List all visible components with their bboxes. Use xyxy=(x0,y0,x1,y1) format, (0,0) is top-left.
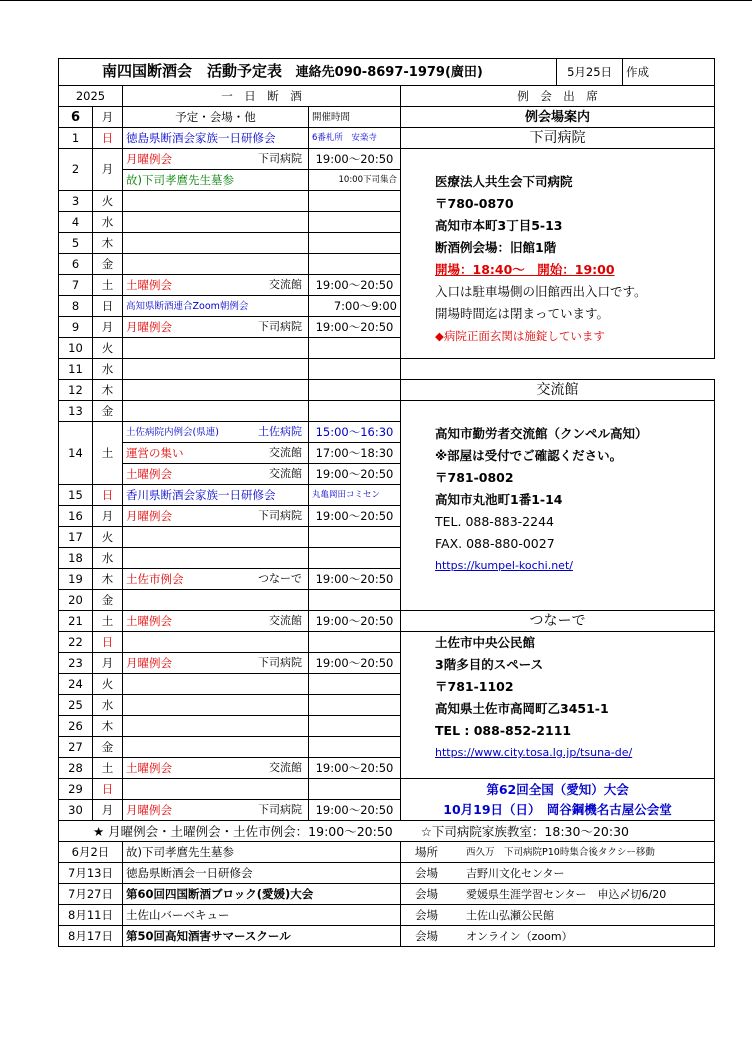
header-row-2 xyxy=(59,86,715,107)
event-title: 徳島県断酒会一日研修会 xyxy=(123,863,401,884)
event-title: 第60回四国断酒ブロック(愛媛)大会 xyxy=(123,884,401,905)
day-number: 12 xyxy=(59,380,93,401)
event-row xyxy=(59,926,715,947)
venue-open-time: 開場：18:40～ 開始：19:00 xyxy=(435,262,615,277)
event-time xyxy=(309,674,401,695)
ichinichi-header: 一 日 断 酒 xyxy=(123,86,401,107)
day-number: 30 xyxy=(59,800,93,821)
event-time: 19:00～20:50 xyxy=(309,275,401,296)
schedule-table xyxy=(58,58,715,947)
event-time: 丸亀岡田コミセン xyxy=(309,485,401,506)
day-number: 27 xyxy=(59,737,93,758)
weekday: 木 xyxy=(93,233,123,254)
event-label: 土佐病院内例会(県連) xyxy=(126,426,219,438)
place-label: 会場 xyxy=(415,928,438,943)
event-time xyxy=(309,590,401,611)
weekday: 火 xyxy=(93,338,123,359)
weekday: 火 xyxy=(93,191,123,212)
created-label: 作成 xyxy=(623,59,715,86)
event-place: 土佐山弘瀬公民館 xyxy=(466,908,554,922)
weekday: 日 xyxy=(93,779,123,800)
event-name xyxy=(123,590,309,611)
event-time: 19:00～20:50 xyxy=(309,569,401,590)
venue-link[interactable]: https://www.city.tosa.lg.jp/tsuna-de/ xyxy=(435,746,633,759)
weekday: 日 xyxy=(93,128,123,149)
venue-line: 医療法人共生会下司病院 xyxy=(435,174,573,189)
event-time: 10:00下司集合 xyxy=(309,170,401,191)
event-name xyxy=(123,632,309,653)
event-date: 7月13日 xyxy=(59,863,123,884)
event-label: 土曜例会 xyxy=(126,760,172,775)
weekday: 木 xyxy=(93,569,123,590)
event-name xyxy=(123,401,309,422)
venue-line: 土佐市中央公民館 xyxy=(435,635,536,650)
convention-detail: 10月19日（日） 岡谷鋼機名古屋公会堂 xyxy=(443,801,672,817)
event-time xyxy=(309,779,401,800)
event-name xyxy=(123,506,309,527)
event-label: 月曜例会 xyxy=(126,319,172,334)
month-number: 6 xyxy=(59,107,93,128)
event-location: 交流館 xyxy=(269,278,302,291)
venue-link[interactable]: https://kumpel-kochi.net/ xyxy=(435,559,573,572)
event-label: 土佐市例会 xyxy=(126,571,184,586)
venue-line: TEL : 088-852-2111 xyxy=(435,723,572,738)
event-column-header: 予定・会場・他 xyxy=(123,107,309,128)
venue-line: 〒781-0802 xyxy=(435,470,514,485)
event-location: 下司病院 xyxy=(258,152,302,165)
time-column-header: 開催時間 xyxy=(309,107,401,128)
day-number: 28 xyxy=(59,758,93,779)
table-row xyxy=(59,632,715,653)
weekday: 月 xyxy=(93,800,123,821)
venue-line: 高知県土佐市高岡町乙3451-1 xyxy=(435,701,609,716)
weekday: 水 xyxy=(93,212,123,233)
event-name xyxy=(123,779,309,800)
event-place: 西久万 下司病院P10時集合後タクシー移動 xyxy=(466,846,655,858)
weekday: 金 xyxy=(93,590,123,611)
day-number: 21 xyxy=(59,611,93,632)
event-time: 19:00～20:50 xyxy=(309,506,401,527)
weekday: 火 xyxy=(93,527,123,548)
table-row xyxy=(59,149,715,170)
event-row xyxy=(59,863,715,884)
event-time: 15:00～16:30 xyxy=(309,422,401,443)
header-row-3 xyxy=(59,107,715,128)
event-location: 土佐病院 xyxy=(258,425,302,438)
summary-row xyxy=(59,821,715,842)
weekday: 月 xyxy=(93,317,123,338)
venue-line: 高知市勤労者交流館（クンペル高知） xyxy=(435,426,648,441)
event-name: 高知県断酒連合Zoom朝例会 xyxy=(123,296,309,317)
weekday: 木 xyxy=(93,716,123,737)
event-title: 第50回高知酒害サマースクール xyxy=(123,926,401,947)
weekday: 土 xyxy=(93,611,123,632)
table-row xyxy=(59,128,715,149)
weekday: 土 xyxy=(93,758,123,779)
event-time: 19:00～20:50 xyxy=(309,653,401,674)
event-time xyxy=(309,401,401,422)
guide-column-header: 例会場案内 xyxy=(401,107,715,128)
event-place: オンライン（zoom） xyxy=(466,929,573,943)
event-name xyxy=(123,737,309,758)
day-number: 29 xyxy=(59,779,93,800)
event-row xyxy=(59,905,715,926)
event-time xyxy=(309,233,401,254)
event-time: 19:00～20:50 xyxy=(309,464,401,485)
day-number: 25 xyxy=(59,695,93,716)
day-number: 13 xyxy=(59,401,93,422)
event-date: 6月2日 xyxy=(59,842,123,863)
weekday: 月 xyxy=(93,149,123,191)
reikai-header: 例 会 出 席 xyxy=(401,86,715,107)
event-time: 19:00～20:50 xyxy=(309,149,401,170)
event-time: 19:00～20:50 xyxy=(309,800,401,821)
event-name xyxy=(123,611,309,632)
event-name xyxy=(123,569,309,590)
weekday: 金 xyxy=(93,254,123,275)
event-name xyxy=(123,338,309,359)
venue-title-tsunade: つなーで xyxy=(401,611,715,632)
venue-line: 高知市丸池町1番1-14 xyxy=(435,492,563,507)
weekday: 月 xyxy=(93,506,123,527)
event-location: 交流館 xyxy=(269,467,302,480)
page-title: 南四国断酒会 活動予定表 xyxy=(102,62,283,80)
venue-notice: ◆病院正面玄関は施錠しています xyxy=(435,329,605,343)
event-name xyxy=(123,359,309,380)
event-location: 交流館 xyxy=(269,446,302,459)
day-number: 19 xyxy=(59,569,93,590)
event-time: 7:00～9:00 xyxy=(309,296,401,317)
event-place: 吉野川文化センター xyxy=(466,866,565,880)
event-name: 香川県断酒会家族一日研修会 xyxy=(123,485,309,506)
event-location: 交流館 xyxy=(269,614,302,627)
day-number: 3 xyxy=(59,191,93,212)
event-name xyxy=(123,233,309,254)
day-number: 20 xyxy=(59,590,93,611)
title-row xyxy=(59,59,715,86)
weekday: 土 xyxy=(93,275,123,296)
event-name xyxy=(123,695,309,716)
venue-line: TEL. 088-883-2244 xyxy=(435,514,554,529)
table-row xyxy=(59,359,715,380)
top-border xyxy=(0,0,752,1)
day-number: 16 xyxy=(59,506,93,527)
event-label: 土曜例会 xyxy=(126,613,172,628)
weekday: 水 xyxy=(93,359,123,380)
national-convention xyxy=(401,779,715,821)
weekday: 金 xyxy=(93,737,123,758)
event-name xyxy=(123,191,309,212)
summary-right: ☆下司病院家族教室：18:30～20:30 xyxy=(420,823,629,839)
day-number: 4 xyxy=(59,212,93,233)
day-number: 2 xyxy=(59,149,93,191)
day-number: 7 xyxy=(59,275,93,296)
weekday: 月 xyxy=(93,653,123,674)
event-name xyxy=(123,317,309,338)
day-number: 1 xyxy=(59,128,93,149)
event-name: 故)下司孝麿先生墓参 xyxy=(123,170,309,191)
day-number: 11 xyxy=(59,359,93,380)
weekday: 木 xyxy=(93,380,123,401)
venue-line: 3階多目的スペース xyxy=(435,657,544,672)
event-label: 土曜例会 xyxy=(126,466,172,481)
event-location: つなーで xyxy=(258,572,302,585)
day-number: 23 xyxy=(59,653,93,674)
event-location: 下司病院 xyxy=(258,656,302,669)
event-name xyxy=(123,275,309,296)
summary-left: ★ 月曜例会・土曜例会・土佐市例会：19:00～20:50 xyxy=(93,823,393,839)
weekday: 火 xyxy=(93,674,123,695)
weekday: 日 xyxy=(93,296,123,317)
event-name xyxy=(123,527,309,548)
event-name xyxy=(123,674,309,695)
day-number: 5 xyxy=(59,233,93,254)
creation-date: 5月25日 xyxy=(557,59,623,86)
event-time: 19:00～20:50 xyxy=(309,758,401,779)
month-label: 月 xyxy=(93,107,123,128)
event-name xyxy=(123,380,309,401)
venue-line: FAX. 088-880-0027 xyxy=(435,536,555,551)
weekday: 日 xyxy=(93,485,123,506)
day-number: 8 xyxy=(59,296,93,317)
venue-panel-tsunade xyxy=(401,632,715,779)
place-label: 場所 xyxy=(415,844,438,859)
event-label: 月曜例会 xyxy=(126,508,172,523)
event-name: 徳島県断酒会家族一日研修会 xyxy=(123,128,309,149)
weekday: 水 xyxy=(93,548,123,569)
venue-line: 入口は駐車場側の旧館西出入口です。 xyxy=(435,284,647,299)
event-name xyxy=(123,212,309,233)
event-location: 交流館 xyxy=(269,761,302,774)
event-time xyxy=(309,737,401,758)
day-number: 22 xyxy=(59,632,93,653)
day-number: 6 xyxy=(59,254,93,275)
venue-line: 高知市本町3丁目5-13 xyxy=(435,218,563,233)
day-number: 24 xyxy=(59,674,93,695)
event-time: 6番札所 安楽寺 xyxy=(309,128,401,149)
day-number: 14 xyxy=(59,422,93,485)
event-date: 8月17日 xyxy=(59,926,123,947)
event-time xyxy=(309,191,401,212)
event-location: 下司病院 xyxy=(258,320,302,333)
weekday: 土 xyxy=(93,422,123,485)
event-time xyxy=(309,380,401,401)
venue-panel-koryukan xyxy=(401,401,715,611)
venue-line: 開場時間迄は閉まっています。 xyxy=(435,306,610,321)
venue-title-geshi: 下司病院 xyxy=(401,128,715,149)
event-date: 8月11日 xyxy=(59,905,123,926)
event-name xyxy=(123,443,309,464)
day-number: 18 xyxy=(59,548,93,569)
event-time xyxy=(309,632,401,653)
day-number: 15 xyxy=(59,485,93,506)
event-name xyxy=(123,800,309,821)
convention-title: 第62回全国（愛知）大会 xyxy=(486,781,629,797)
table-row xyxy=(59,611,715,632)
event-time xyxy=(309,359,401,380)
schedule-sheet xyxy=(58,58,714,947)
weekday: 日 xyxy=(93,632,123,653)
venue-line: ※部屋は受付でご確認ください。 xyxy=(435,448,623,463)
event-date: 7月27日 xyxy=(59,884,123,905)
event-time xyxy=(309,716,401,737)
event-title: 故)下司孝麿先生墓参 xyxy=(123,842,401,863)
event-time: 19:00～20:50 xyxy=(309,317,401,338)
venue-line: 〒781-1102 xyxy=(435,679,514,694)
event-name xyxy=(123,422,309,443)
event-time xyxy=(309,695,401,716)
contact-info: 連絡先090-8697-1979(廣田) xyxy=(295,65,483,80)
event-name xyxy=(123,464,309,485)
event-name xyxy=(123,548,309,569)
venue-title-koryukan: 交流館 xyxy=(401,380,715,401)
weekday: 金 xyxy=(93,401,123,422)
day-number: 26 xyxy=(59,716,93,737)
event-label: 運営の集い xyxy=(126,445,184,460)
table-row xyxy=(59,401,715,422)
event-location: 下司病院 xyxy=(258,803,302,816)
event-name xyxy=(123,653,309,674)
event-name xyxy=(123,716,309,737)
event-name xyxy=(123,758,309,779)
event-title: 土佐山バーベキュー xyxy=(123,905,401,926)
day-number: 17 xyxy=(59,527,93,548)
event-time xyxy=(309,338,401,359)
weekday: 水 xyxy=(93,695,123,716)
table-row xyxy=(59,779,715,800)
event-time xyxy=(309,254,401,275)
event-time: 17:00～18:30 xyxy=(309,443,401,464)
event-name xyxy=(123,254,309,275)
event-place: 愛媛県生涯学習センター 申込〆切6/20 xyxy=(466,887,667,901)
year: 2025 xyxy=(59,86,123,107)
table-row xyxy=(59,380,715,401)
event-time xyxy=(309,212,401,233)
event-label: 土曜例会 xyxy=(126,277,172,292)
day-number: 9 xyxy=(59,317,93,338)
event-time xyxy=(309,548,401,569)
event-time: 19:00～20:50 xyxy=(309,611,401,632)
event-name xyxy=(123,149,309,170)
event-label: 月曜例会 xyxy=(126,151,172,166)
place-label: 会場 xyxy=(415,886,438,901)
event-label: 月曜例会 xyxy=(126,655,172,670)
place-label: 会場 xyxy=(415,865,438,880)
venue-line: 断酒例会場：旧館1階 xyxy=(435,240,557,255)
event-time xyxy=(309,527,401,548)
event-label: 月曜例会 xyxy=(126,802,172,817)
venue-line: 〒780-0870 xyxy=(435,196,514,211)
venue-panel-geshi xyxy=(401,149,715,359)
place-label: 会場 xyxy=(415,907,438,922)
event-location: 下司病院 xyxy=(258,509,302,522)
day-number: 10 xyxy=(59,338,93,359)
